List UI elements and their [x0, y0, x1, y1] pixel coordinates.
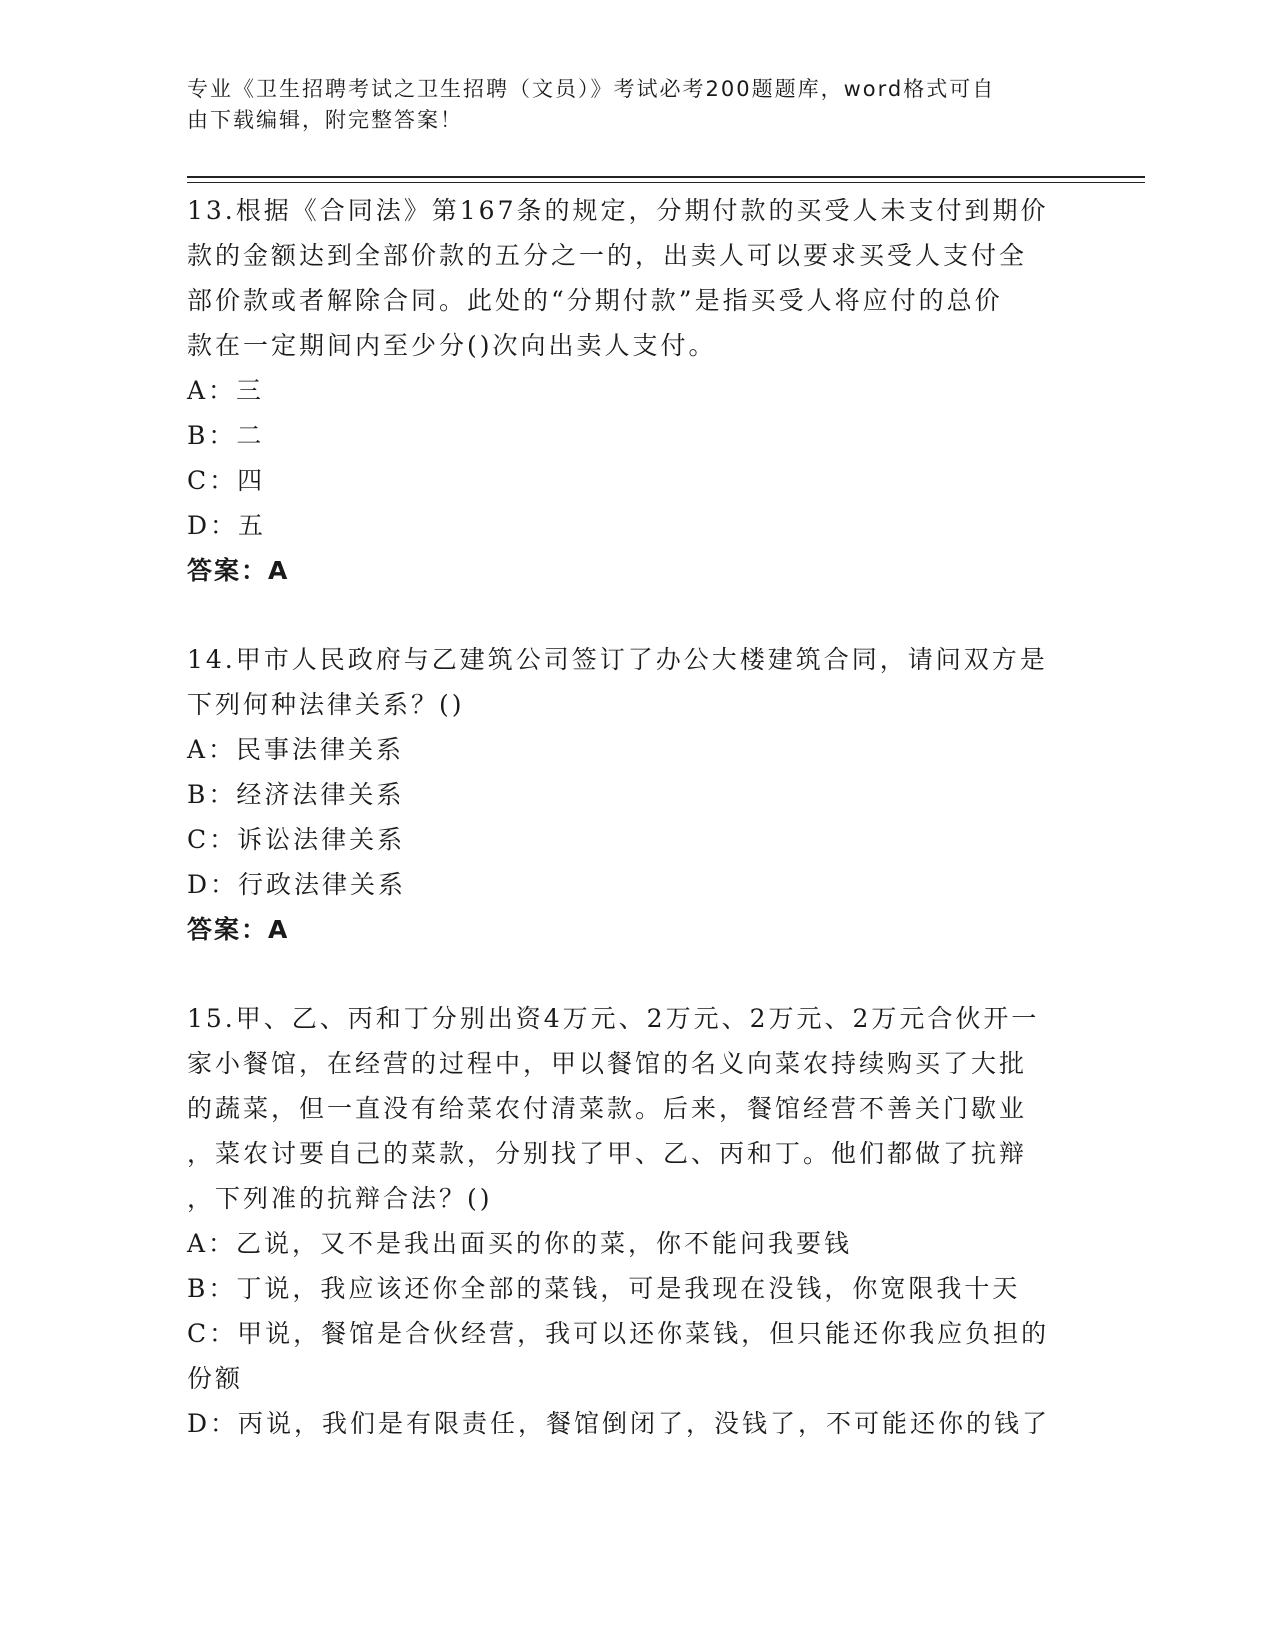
question-text	[187, 637, 1087, 727]
option-c: C：诉讼法律关系	[187, 825, 406, 854]
option-a: A：民事法律关系	[187, 735, 405, 764]
option-line: C：甲说，餐馆是合伙经营，我可以还你菜钱，但只能还你我应负担的	[187, 1319, 1050, 1348]
option-d: D：丙说，我们是有限责任，餐馆倒闭了，没钱了，不可能还你的钱了	[187, 1409, 1051, 1438]
option-line: 份额	[187, 1364, 244, 1393]
option-d: D：行政法律关系	[187, 870, 407, 899]
document-header	[187, 74, 1067, 136]
header-divider-thin	[187, 182, 1145, 183]
option-a: A：三	[187, 376, 265, 405]
option-b: B：二	[187, 421, 265, 450]
question-line: 款的金额达到全部价款的五分之一的，出卖人可以要求买受人支付全	[187, 241, 1028, 270]
question-line: 下列何种法律关系？()	[187, 690, 465, 719]
header-line-2: 由下载编辑，附完整答案！	[187, 108, 463, 132]
option-b: B：经济法律关系	[187, 780, 405, 809]
question-14	[187, 637, 1087, 952]
question-text	[187, 996, 1087, 1221]
question-line: 14.甲市人民政府与乙建筑公司签订了办公大楼建筑合同，请问双方是	[187, 645, 1048, 674]
question-15	[187, 996, 1087, 1446]
question-line: ，下列准的抗辩合法？()	[187, 1184, 493, 1213]
option-c: C：四	[187, 466, 266, 495]
answer-label: 答案：A	[187, 915, 290, 944]
question-line: 15.甲、乙、丙和丁分别出资4万元、2万元、2万元、2万元合伙开一	[187, 1004, 1040, 1033]
header-divider-thick	[187, 176, 1145, 178]
question-line: 部价款或者解除合同。此处的“分期付款”是指买受人将应付的总价	[187, 286, 1003, 315]
question-line: 款在一定期间内至少分()次向出卖人支付。	[187, 331, 717, 360]
question-list	[187, 188, 1087, 1490]
option-b: B：丁说，我应该还你全部的菜钱，可是我现在没钱，你宽限我十天	[187, 1274, 1021, 1303]
question-line: 的蔬菜，但一直没有给菜农付清菜款。后来，餐馆经营不善关门歇业	[187, 1094, 1028, 1123]
question-line: 13.根据《合同法》第167条的规定，分期付款的买受人未支付到期价	[187, 196, 1049, 225]
question-line: 家小餐馆，在经营的过程中，甲以餐馆的名义向菜农持续购买了大批	[187, 1049, 1028, 1078]
header-line-1: 专业《卫生招聘考试之卫生招聘（文员）》考试必考200题题库，word格式可自	[187, 77, 996, 101]
option-c	[187, 1311, 1087, 1401]
answer-label: 答案：A	[187, 556, 290, 585]
question-text	[187, 188, 1087, 368]
question-line: ，菜农讨要自己的菜款，分别找了甲、乙、丙和丁。他们都做了抗辩	[187, 1139, 1028, 1168]
question-13	[187, 188, 1087, 593]
option-a: A：乙说，又不是我出面买的你的菜，你不能问我要钱	[187, 1229, 853, 1258]
option-d: D：五	[187, 511, 267, 540]
